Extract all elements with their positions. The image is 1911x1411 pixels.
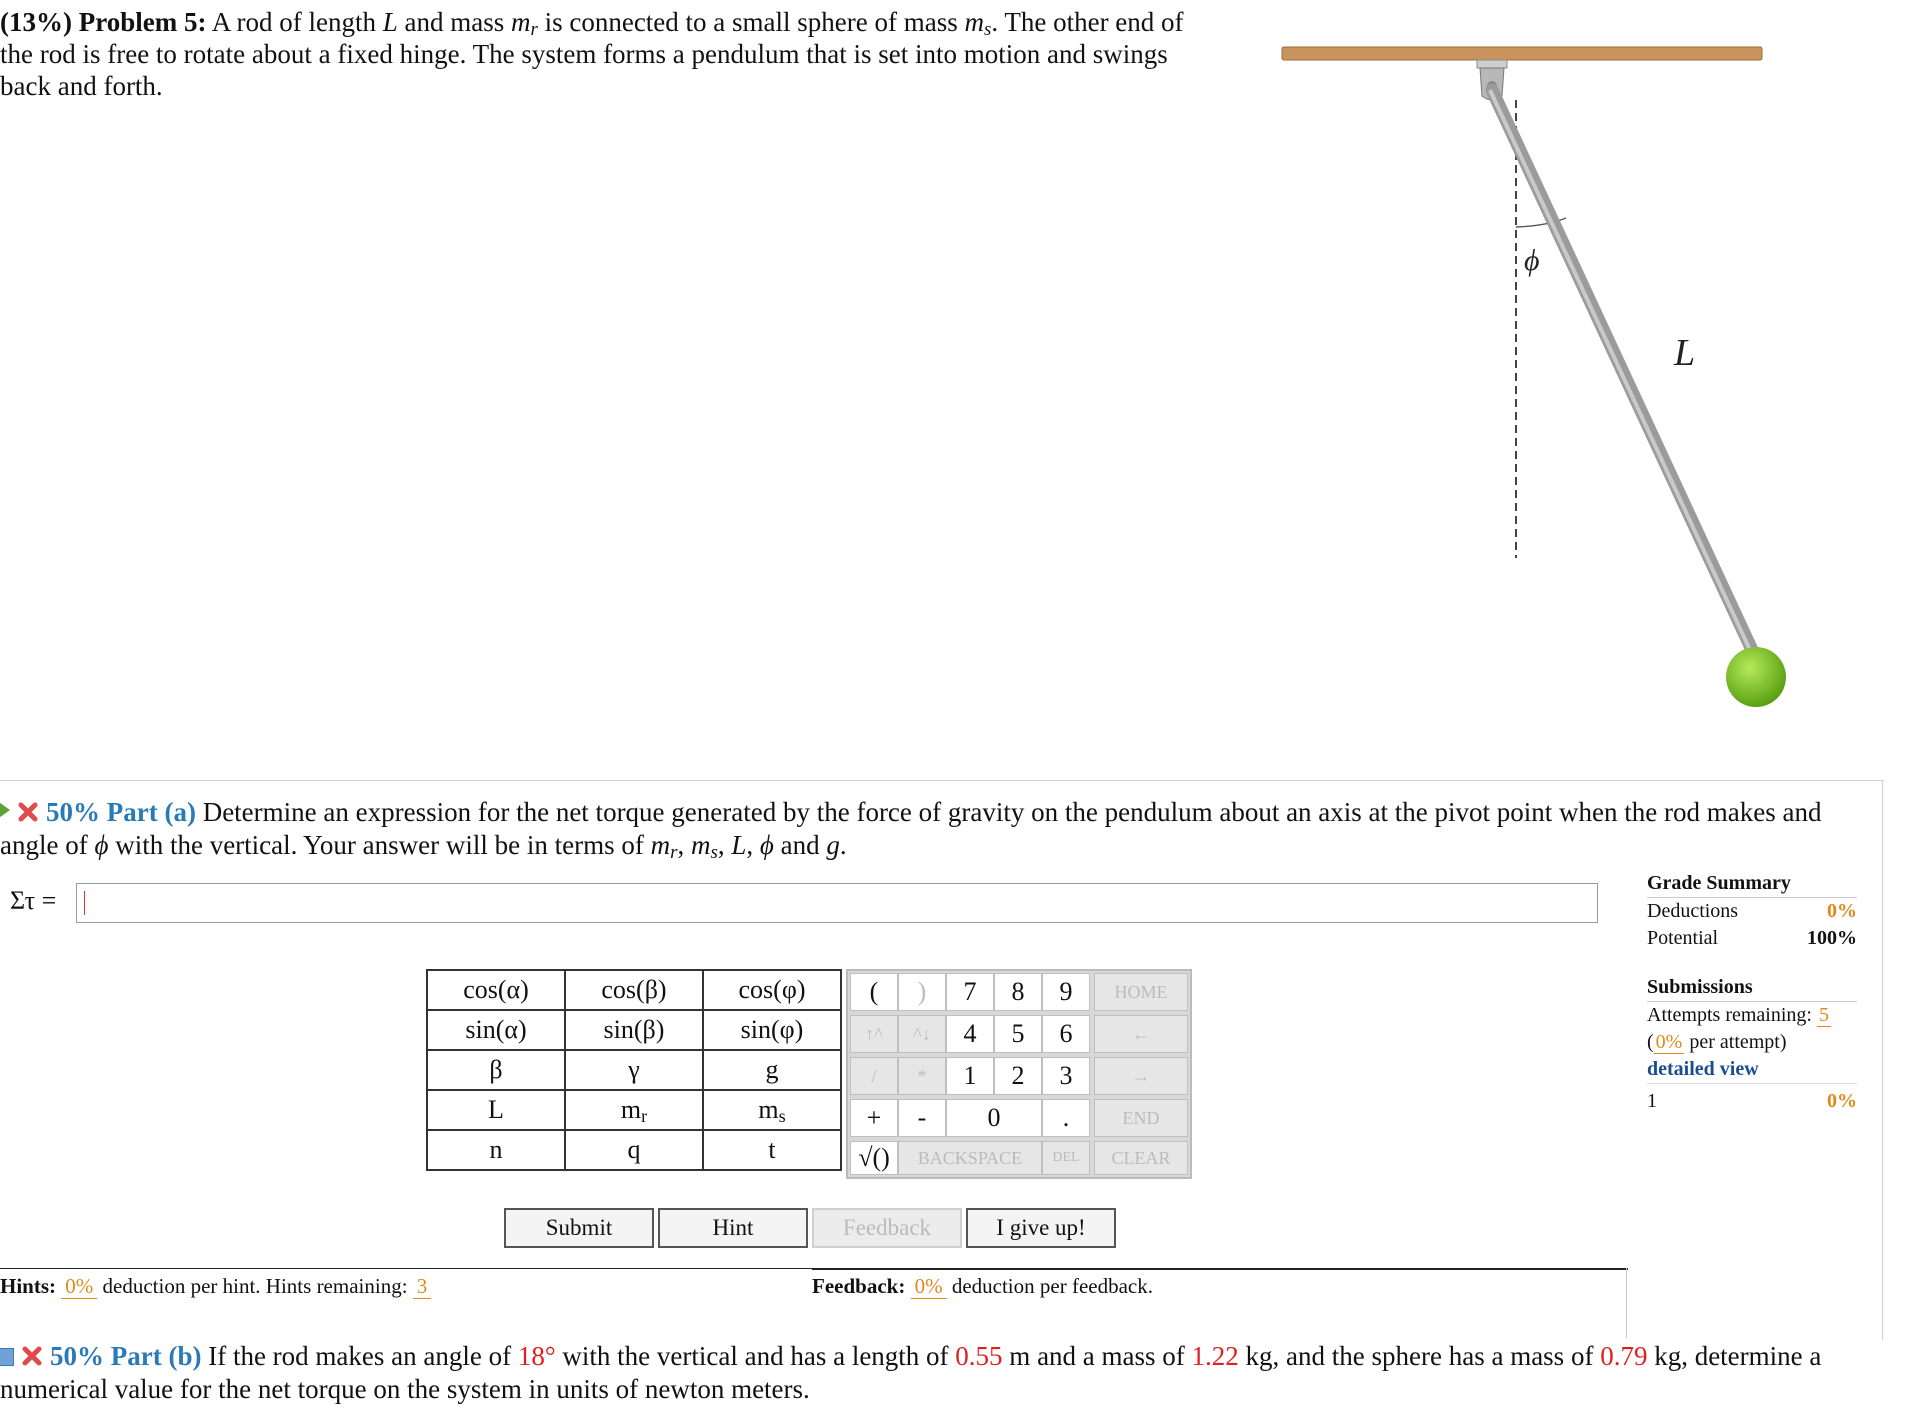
feedback-text: deduction per feedback. (951, 1274, 1153, 1298)
var-mr (510, 7, 538, 40)
feedback-button[interactable]: Feedback (812, 1208, 962, 1248)
sub-r: r (530, 19, 538, 40)
phi-label: ϕ (1524, 244, 1540, 277)
var-m: m (650, 830, 671, 860)
sub-s: s (710, 842, 718, 863)
unit-kg: kg (1654, 1341, 1682, 1371)
key-t[interactable]: t (703, 1130, 841, 1170)
var-m: m (690, 830, 711, 860)
number-keypad (846, 969, 1192, 1179)
detailed-view-link[interactable]: detailed view (1647, 1056, 1857, 1084)
key-q[interactable]: q (565, 1130, 703, 1170)
unit-kg: kg (1245, 1341, 1273, 1371)
unit-m: m (1009, 1341, 1031, 1371)
key-2[interactable]: 2 (994, 1057, 1042, 1095)
problem-text-3: is connected to a small sphere of mass (544, 7, 958, 37)
per-attempt-link[interactable]: 0% (1655, 1031, 1683, 1053)
incorrect-x-icon (20, 1344, 44, 1368)
key-n[interactable]: n (427, 1130, 565, 1170)
part-b-text-5: , determine a numerical value for the net torque on the system in units of newton meters. (0, 1341, 1822, 1404)
feedback-info (812, 1274, 1153, 1299)
key-sin-beta[interactable]: sin(β) (565, 1010, 703, 1050)
play-icon (0, 800, 10, 820)
attempts-label: Attempts remaining: (1647, 1004, 1812, 1026)
key-right[interactable]: → (1094, 1057, 1188, 1095)
submission-number: 1 (1647, 1090, 1657, 1112)
key-lparen[interactable]: ( (850, 973, 898, 1011)
part-a-text-1: Determine an expression for the net torque generated by the force of gravity on the pendulum about an axis at the pivot point when the rod makes and angle of (0, 797, 1822, 860)
submission-score: 0% (1827, 1090, 1857, 1112)
and-word: and (780, 830, 820, 860)
problem-weight: (13%) (0, 7, 72, 37)
key-3[interactable]: 3 (1042, 1057, 1090, 1095)
key-cos-beta[interactable]: cos(β) (565, 970, 703, 1010)
divider (1882, 780, 1883, 1340)
problem-statement (0, 6, 1220, 102)
sphere-mass-value: 0.79 (1600, 1341, 1648, 1371)
key-mr[interactable] (565, 1090, 703, 1130)
part-b-text-4: , and the sphere has a mass of (1272, 1341, 1594, 1371)
part-b-text-2: with the vertical and has a length of (562, 1341, 949, 1371)
var-L: L (382, 7, 398, 37)
hints-info (0, 1274, 431, 1299)
key-7[interactable]: 7 (946, 973, 994, 1011)
length-value: 0.55 (955, 1341, 1003, 1371)
var-m: m (510, 7, 531, 37)
hint-button[interactable]: Hint (658, 1208, 808, 1248)
part-b-text-3: and a mass of (1037, 1341, 1185, 1371)
key-gamma[interactable]: γ (565, 1050, 703, 1090)
key-down[interactable]: ^↓ (898, 1015, 946, 1053)
grade-summary: Grade Summary Deductions 0% Potential 100% Submissions Attempts remaining: 5 ( 0% per attempt) detailed view 1 0% (1647, 870, 1857, 1115)
key-8[interactable]: 8 (994, 973, 1042, 1011)
key-cos-alpha[interactable]: cos(α) (427, 970, 565, 1010)
key-ms[interactable] (703, 1090, 841, 1130)
sphere (1726, 647, 1786, 707)
problem-label: Problem 5: (78, 7, 207, 37)
key-divide[interactable]: / (850, 1057, 898, 1095)
key-del[interactable]: DEL (1042, 1141, 1090, 1175)
part-b-percent: 50% Part (b) (50, 1341, 202, 1371)
key-up[interactable]: ↑^ (850, 1015, 898, 1053)
submissions-title: Submissions (1647, 974, 1857, 1002)
part-a-percent: 50% Part (a) (46, 797, 196, 827)
hints-text: deduction per hint. Hints remaining: (102, 1274, 408, 1298)
attempts-link[interactable]: 5 (1818, 1004, 1829, 1026)
grade-summary-title: Grade Summary (1647, 870, 1857, 898)
key-0[interactable]: 0 (946, 1099, 1042, 1137)
potential-label: Potential (1647, 927, 1719, 949)
key-rparen[interactable]: ) (898, 973, 946, 1011)
key-1[interactable]: 1 (946, 1057, 994, 1095)
key-plus[interactable]: + (850, 1099, 898, 1137)
submit-button[interactable]: Submit (504, 1208, 654, 1248)
hints-deduction-link[interactable]: 0% (61, 1274, 97, 1299)
key-left[interactable]: ← (1094, 1015, 1188, 1053)
var-phi: ϕ (94, 830, 109, 860)
key-sin-phi[interactable]: sin(φ) (703, 1010, 841, 1050)
ceiling (1282, 47, 1762, 60)
var-m: m (964, 7, 984, 37)
hints-label: Hints: (0, 1274, 57, 1298)
L-label: L (1674, 332, 1696, 374)
key-6[interactable]: 6 (1042, 1015, 1090, 1053)
problem-text-1: A rod of length (211, 7, 376, 37)
var-ms (964, 7, 992, 40)
key-backspace[interactable]: BACKSPACE (898, 1141, 1042, 1175)
rod-mass-value: 1.22 (1191, 1341, 1239, 1371)
divider (812, 1268, 1628, 1270)
part-b-question (0, 1340, 1870, 1406)
var-g: g (826, 830, 840, 860)
key-end[interactable]: END (1094, 1099, 1188, 1137)
sub-s: s (983, 19, 992, 40)
divider (1626, 1268, 1627, 1338)
part-a-question: 50% Part (a) Determine an expression for the net torque generated by the force of gravity on the pendulum about an axis at the pivot point when the rod makes and angle of ϕ with the vertical. Your answer will be in terms of $m_r$, $m_s$, L, ϕ and g. (0, 796, 1870, 862)
angle-value: 18° (517, 1341, 556, 1371)
feedback-label: Feedback: (812, 1274, 906, 1298)
key-mr-text: m (620, 1095, 642, 1124)
key-minus[interactable]: - (898, 1099, 946, 1137)
rod-highlight (1490, 90, 1750, 650)
key-L[interactable]: L (427, 1090, 565, 1130)
key-5[interactable]: 5 (994, 1015, 1042, 1053)
key-multiply[interactable]: * (898, 1057, 946, 1095)
var-L: L (731, 830, 747, 860)
deductions-label: Deductions (1647, 900, 1739, 922)
sub-r: r (670, 842, 678, 863)
answer-input[interactable] (76, 883, 1598, 923)
potential-value: 100% (1807, 927, 1857, 949)
incorrect-x-icon (16, 800, 40, 824)
var-phi: ϕ (759, 830, 774, 860)
function-keypad (426, 969, 842, 1171)
key-dot[interactable]: . (1042, 1099, 1090, 1137)
feedback-deduction-link[interactable]: 0% (911, 1274, 947, 1299)
deductions-value: 0% (1827, 900, 1857, 922)
part-b-text-1: If the rod makes an angle of (208, 1341, 512, 1371)
sub-s: s (778, 1106, 786, 1126)
key-ms-text: m (758, 1095, 779, 1124)
give-up-button[interactable]: I give up! (966, 1208, 1116, 1248)
part-a-text-2: with the vertical. Your answer will be in terms of (115, 830, 644, 860)
problem-text-4: . The other end of the rod is free to rotate about a fixed hinge. The system forms a pendulum that is set into motion and swings back and forth. (0, 7, 1184, 101)
key-4[interactable]: 4 (946, 1015, 994, 1053)
key-home[interactable]: HOME (1094, 973, 1188, 1011)
key-sin-alpha[interactable]: sin(α) (427, 1010, 565, 1050)
problem-text-2: and mass (404, 7, 505, 37)
torque-label: Στ = (10, 886, 57, 915)
list-icon[interactable] (0, 1348, 14, 1366)
pendulum-diagram (1270, 30, 1790, 730)
key-cos-phi[interactable]: cos(φ) (703, 970, 841, 1010)
key-9[interactable]: 9 (1042, 973, 1090, 1011)
key-sqrt[interactable]: √() (850, 1141, 898, 1175)
per-attempt-text: per attempt) (1689, 1031, 1787, 1053)
sub-r: r (641, 1106, 648, 1126)
hints-remaining-link[interactable]: 3 (413, 1274, 432, 1299)
key-clear[interactable]: CLEAR (1094, 1141, 1188, 1175)
divider (0, 780, 1884, 781)
key-g[interactable]: g (703, 1050, 841, 1090)
key-beta[interactable]: β (427, 1050, 565, 1090)
text-caret (84, 891, 85, 915)
